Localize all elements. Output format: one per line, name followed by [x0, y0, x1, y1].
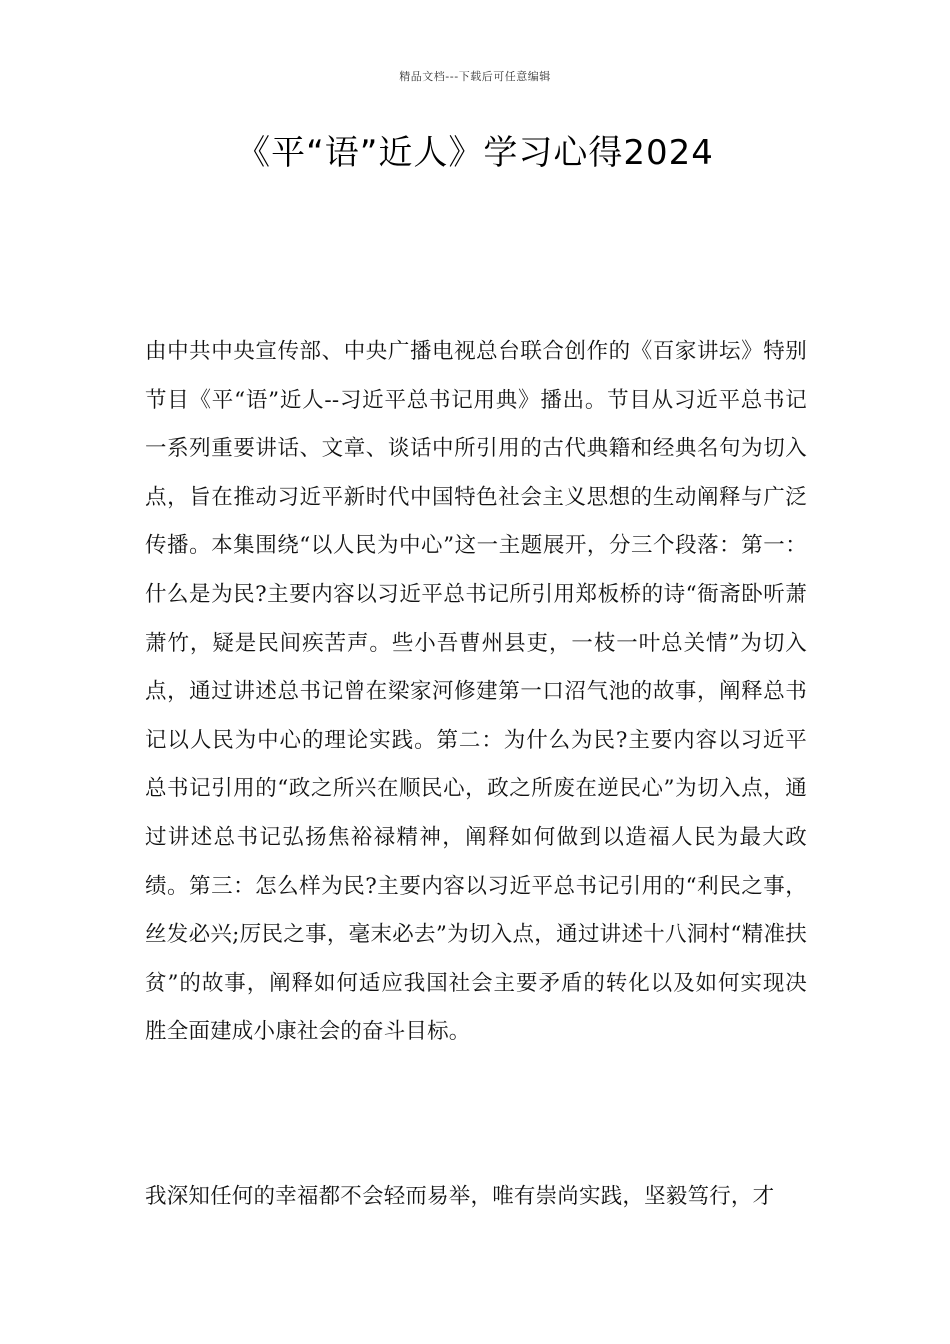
body-paragraph-2: 我深知任何的幸福都不会轻而易举，唯有崇尚实践，坚毅笃行，才 [145, 1184, 775, 1209]
document-title: 《平“语”近人》学习心得2024 [236, 133, 714, 173]
body-paragraph-1: 由中共中央宣传部、中央广播电视总台联合创作的《百家讲坛》特别节目《平“语”近人--习近平总书记用典》播出。节目从习近平总书记一系列重要讲话、文章、谈话中所引用的古代典籍和经典名句为切入点，旨在推动习近平新时代中国特色社会主义思想的生动阐释与广泛传播。本集围绕“以人民为中心”这一主题展开，分三个段落：第一：什么是为民?主要内容以习近平总书记所引用郑板桥的诗“衙斋卧听萧萧竹，疑是民间疾苦声。些小吾曹州县吏，一枝一叶总关情”为切入点，通过讲述总书记曾在梁家河修建第一口沼气池的故事，阐释总书记以人民为中心的理论实践。第二：为什么为民?主要内容以习近平总书记引用的“政之所兴在顺民心，政之所废在逆民心”为切入点，通过讲述总书记弘扬焦裕禄精神，阐释如何做到以造福人民为最大政绩。第三：怎么样为民?主要内容以习近平总书记引用的“利民之事，丝发必兴;厉民之事，毫末必去”为切入点，通过讲述十八洞村“精准扶贫”的故事，阐释如何适应我国社会主要矛盾的转化以及如何实现决胜全面建成小康社会的奋斗目标。 [145, 339, 807, 1045]
page-header-note: 精品文档---下载后可任意编辑 [399, 70, 551, 83]
